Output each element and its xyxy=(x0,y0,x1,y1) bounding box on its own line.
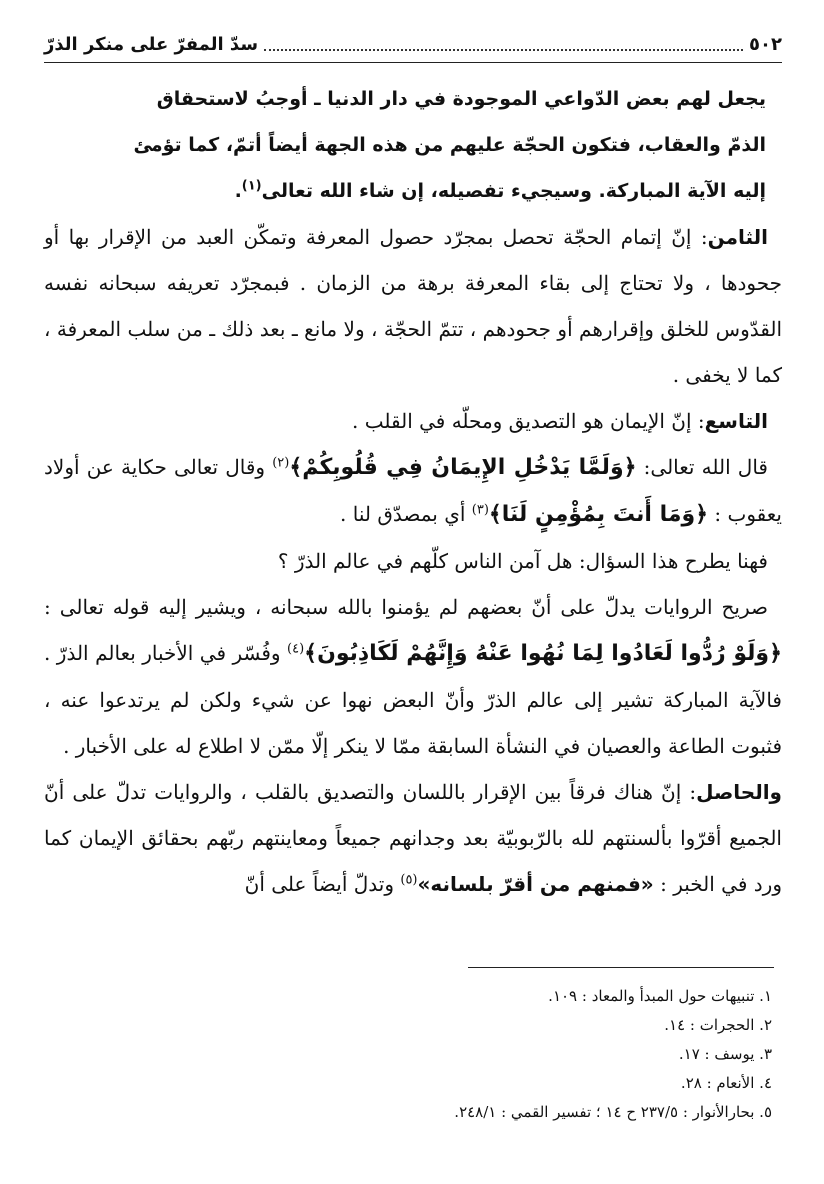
paragraph-narrations: صريح الروايات يدلّ على أنّ بعضهم لم يؤمنوا بالله سبحانه ، ويشير إليه قوله تعالى : ﴿وَلَوْ رُدُّوا لَعَادُوا لِمَا نُهُوا عَنْهُ وَإِنَّهُمْ لَكَاذِبُونَ﴾$^{(٤)}$ وفُسّر في الأخبار بعالم الذرّ . فالآية المباركة تشير إلى عالم الذرّ وأنّ البعض نهوا عن شيء ولكن لم يرتدعوا عنه ، فثبوت الطاعة والعصيان في النشأة السابقة ممّا لا ينكر إلّا ممّن لا اطلاع له على الأخبار . xyxy=(44,595,782,758)
footnote-ref[interactable]: (٥) xyxy=(400,872,418,888)
paragraph-conclusion: والحاصل: إنّ هناك فرقاً بين الإقرار باللسان والتصديق بالقلب ، والروايات تدلّ على أنّ الجميع أقرّوا بألسنتهم لله بالرّبوبيّة بعد وجدانهم جميعاً ومعاينتهم ربّهم بحقائق الإيمان كما ورد في الخبر : «فمنهم من أقرّ بلسانه»$^{(٥)}$ وتدلّ أيضاً على أنّ xyxy=(44,780,782,896)
footnote: ٣. يوسف : ١٧. xyxy=(678,1045,772,1063)
header-leader-dots xyxy=(264,49,743,51)
footnote-ref[interactable]: (١) xyxy=(241,178,262,194)
section-label: التاسع xyxy=(704,409,768,433)
paragraph-question: فهنا يطرح هذا السؤال: هل آمن الناس كلّهم في عالم الذرّ ؟ xyxy=(277,549,768,573)
footnote: ٥. بحارالأنوار : ٢٣٧/٥ ح ١٤ ؛ تفسير القمي : ٢٤٨/١. xyxy=(454,1103,772,1121)
paragraph-ninth: التاسع: إنّ الإيمان هو التصديق ومحلّه في القلب . xyxy=(352,409,768,433)
page-header xyxy=(44,26,782,63)
footnote-ref[interactable]: (٤) xyxy=(287,641,305,657)
bold-passage xyxy=(44,76,782,214)
bold-line: إليه الآية المباركة. وسيجيء تفصيله، إن شاء الله تعالى$^{(١)}$. xyxy=(234,178,766,202)
paragraph-eighth: الثامن: إنّ إتمام الحجّة تحصل بمجرّد حصول المعرفة وتمكّن العبد من الإقرار بها أو جحودها ، ولا تحتاج إلى بقاء المعرفة برهة من الزمان . فبمجرّد تعريفه سبحانه نفسه القدّوس للخلق وإقرارهم أو جحودهم ، تتمّ الحجّة ، ولا مانع ـ بعد ذلك ـ من سلب المعرفة ، كما لا يخفى . xyxy=(44,225,782,387)
footnote: ٤. الأنعام : ٢٨. xyxy=(680,1074,772,1092)
main-text xyxy=(44,76,782,907)
footnote: ١. تنبيهات حول المبدأ والمعاد : ١٠٩. xyxy=(548,987,772,1005)
footnote-ref[interactable]: (٣) xyxy=(471,502,489,518)
footnote: ٢. الحجرات : ١٤. xyxy=(664,1016,772,1034)
quran-verse: ﴿وَلَمَّا يَدْخُلِ الإِيمَانُ فِي قُلُوبِكُمْ﴾ xyxy=(289,455,637,480)
page-number: ٥٠٢ xyxy=(749,33,782,55)
running-title: سدّ المفرّ على منكر الذرّ xyxy=(44,33,259,55)
bold-line: الذمّ والعقاب، فتكون الحجّة عليهم من هذه الجهة أيضاً أتمّ، كما تؤمئ xyxy=(133,134,766,156)
footnote-separator xyxy=(468,967,774,968)
bold-line: يجعل لهم بعض الدّواعي الموجودة في دار الدنيا ـ أوجبُ لاستحقاق xyxy=(156,88,766,110)
paragraph-quotes: قال الله تعالى: ﴿وَلَمَّا يَدْخُلِ الإِيمَانُ فِي قُلُوبِكُمْ﴾$^{(٢)}$ وقال تعالى حكاية عن أولاد يعقوب : ﴿وَمَا أَنتَ بِمُؤْمِنٍ لَنَا﴾$^{(٣)}$ أي بمصدّق لنا . xyxy=(44,455,782,527)
quran-verse: ﴿وَمَا أَنتَ بِمُؤْمِنٍ لَنَا﴾ xyxy=(488,502,709,527)
footnote-ref[interactable]: (٢) xyxy=(272,455,290,471)
hadith-quote: «فمنهم من أقرّ بلسانه» xyxy=(417,872,654,896)
section-label: والحاصل xyxy=(696,780,782,804)
footnotes xyxy=(44,982,774,1127)
quran-verse: ﴿وَلَوْ رُدُّوا لَعَادُوا لِمَا نُهُوا عَنْهُ وَإِنَّهُمْ لَكَاذِبُونَ﴾ xyxy=(304,641,782,666)
section-label: الثامن xyxy=(707,225,768,249)
